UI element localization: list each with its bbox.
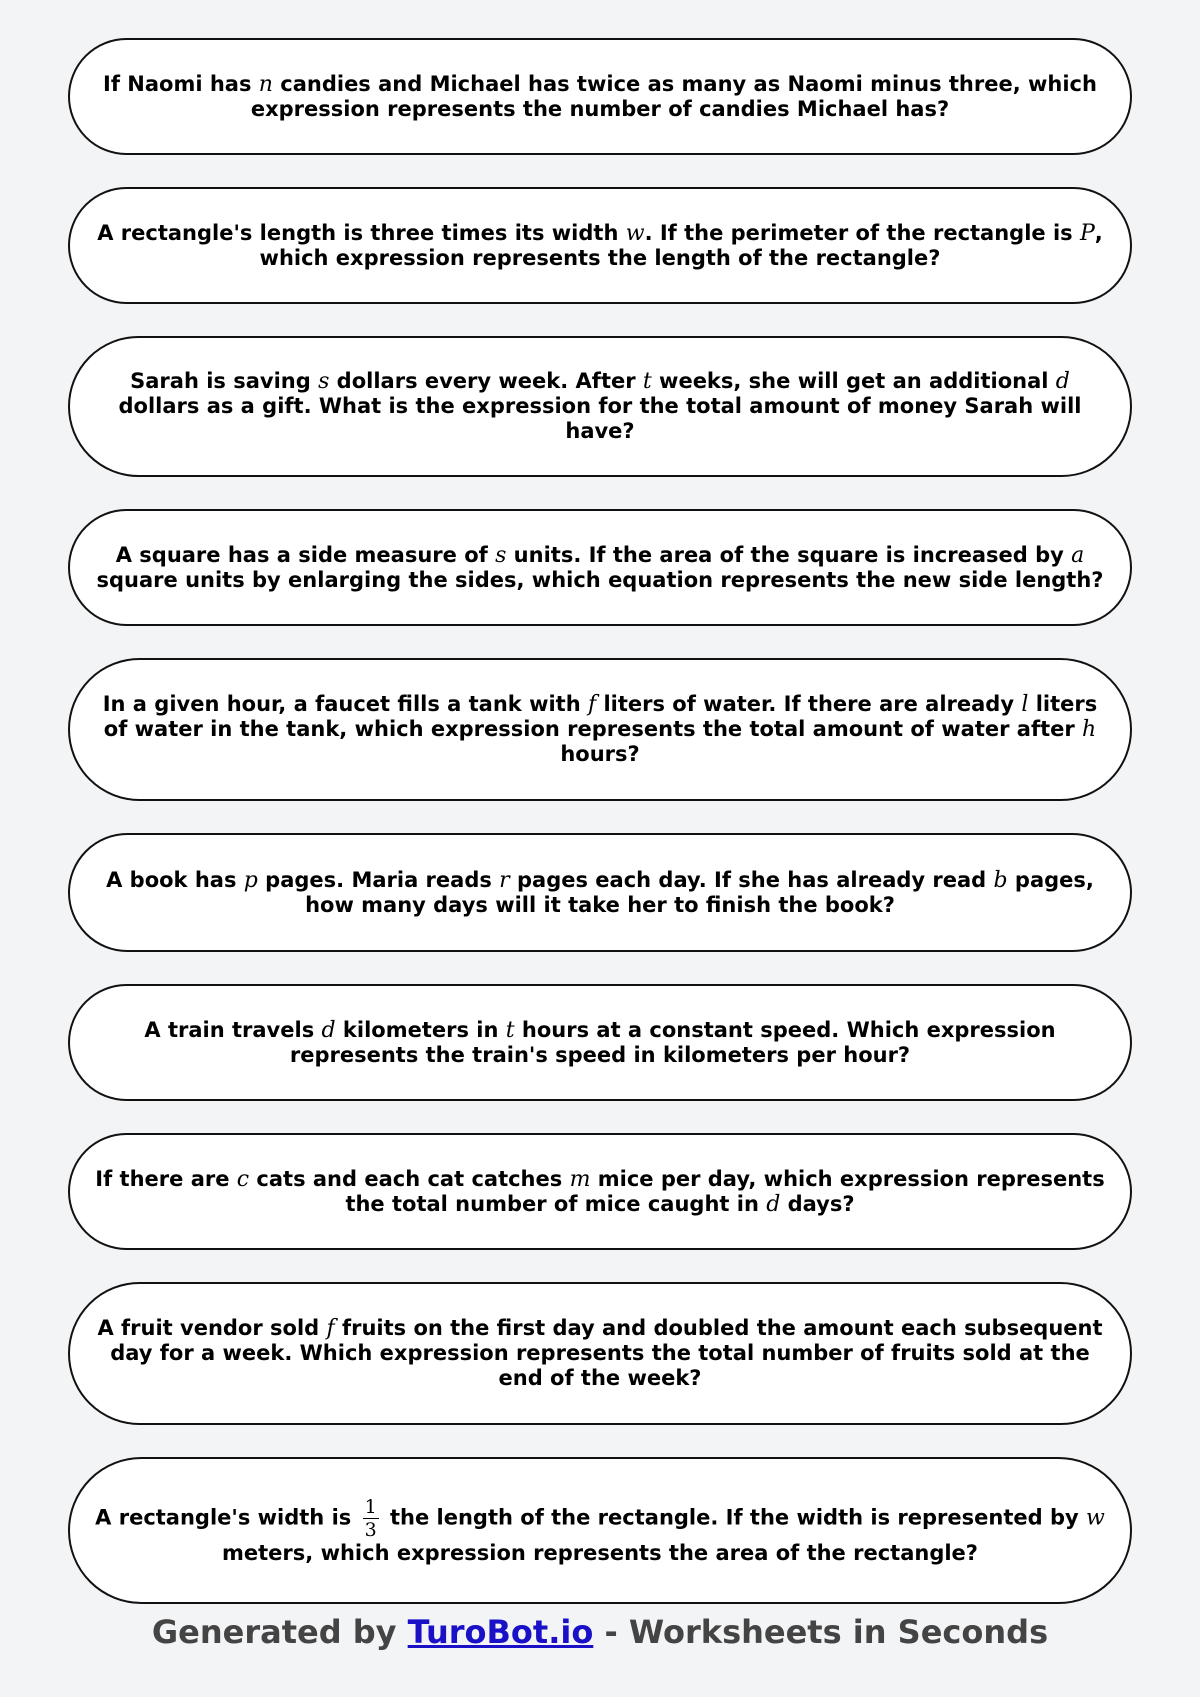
question-fragment: fruits on the first day and doubled the amount each subsequent day for a week. Which expression represents the total number of fruits sold at the end of the week? xyxy=(110,1316,1103,1390)
question-fragment: If Naomi has xyxy=(103,71,259,96)
question-text xyxy=(92,1496,1108,1566)
question-text xyxy=(92,369,1108,444)
math-fraction xyxy=(363,1496,379,1541)
question-fragment: A rectangle's width is xyxy=(95,1505,359,1529)
math-variable: p xyxy=(243,867,258,893)
question-fragment: liters of water. If there are already xyxy=(596,692,1022,716)
footer-suffix: - Worksheets in Seconds xyxy=(593,1613,1049,1651)
question-card xyxy=(68,509,1132,626)
math-variable: P xyxy=(1079,220,1095,246)
footer xyxy=(0,1613,1200,1651)
question-text xyxy=(92,1316,1108,1391)
question-card xyxy=(68,38,1132,155)
question-fragment: mice per day, which expression represents the total number of mice caught in xyxy=(345,1166,1105,1216)
question-text xyxy=(92,1018,1108,1068)
question-fragment: pages each day. If she has already read xyxy=(509,867,994,892)
question-card xyxy=(68,1282,1132,1425)
question-text xyxy=(92,72,1108,122)
math-variable: w xyxy=(625,220,645,246)
question-card xyxy=(68,833,1132,952)
question-fragment: If there are xyxy=(95,1166,237,1191)
question-fragment: dollars as a gift. What is the expression for the total amount of money Sarah will have? xyxy=(118,394,1082,443)
question-fragment: A rectangle's length is three times its width xyxy=(97,220,626,245)
question-fragment: In a given hour, a faucet fills a tank with xyxy=(102,692,588,716)
math-variable: l xyxy=(1021,692,1029,717)
turobot-link[interactable]: TuroBot.io xyxy=(407,1613,594,1651)
math-variable: f xyxy=(326,1316,335,1341)
question-card xyxy=(68,658,1132,801)
question-text xyxy=(92,692,1108,767)
question-fragment: liters of water in the tank, which expression represents the total amount of water after xyxy=(103,692,1098,741)
question-card xyxy=(68,984,1132,1101)
math-variable: t xyxy=(505,1017,515,1043)
question-text xyxy=(92,868,1108,918)
question-fragment: hours at a constant speed. Which expression represents the train's speed in kilometers per hour? xyxy=(289,1017,1056,1067)
question-fragment: hours? xyxy=(560,742,640,766)
question-fragment: meters, which expression represents the area of the rectangle? xyxy=(222,1540,978,1565)
question-fragment: , which expression represents the length of the rectangle? xyxy=(259,220,1103,270)
question-fragment: A train travels xyxy=(144,1017,322,1042)
fraction-denominator: 3 xyxy=(364,1518,377,1541)
math-variable: s xyxy=(495,542,507,568)
question-fragment: cats and each cat catches xyxy=(249,1166,570,1191)
question-fragment: . If the perimeter of the rectangle is xyxy=(644,220,1080,245)
question-fragment: units. If the area of the square is increased by xyxy=(506,542,1072,567)
question-fragment: A fruit vendor sold xyxy=(97,1316,327,1340)
question-fragment: kilometers in xyxy=(335,1017,506,1042)
question-fragment: candies and Michael has twice as many as Naomi minus three, which expression represents the number of candies Michael has? xyxy=(250,71,1097,121)
question-card xyxy=(68,187,1132,304)
question-text xyxy=(92,1167,1108,1217)
math-variable: d xyxy=(321,1017,336,1043)
question-fragment: Sarah is saving xyxy=(130,369,319,393)
question-fragment: A book has xyxy=(106,867,244,892)
math-variable: c xyxy=(236,1166,250,1192)
question-fragment: pages, how many days will it take her to finish the book? xyxy=(305,867,1094,917)
math-variable: d xyxy=(766,1191,781,1217)
worksheet xyxy=(68,38,1132,1604)
math-variable: s xyxy=(318,369,330,394)
question-fragment: days? xyxy=(780,1191,855,1216)
math-variable: b xyxy=(993,867,1008,893)
math-variable: m xyxy=(569,1166,591,1192)
question-text xyxy=(92,543,1108,593)
question-fragment: dollars every week. After xyxy=(329,369,643,393)
question-fragment: square units by enlarging the sides, which equation represents the new side length? xyxy=(96,567,1104,592)
question-card xyxy=(68,1457,1132,1604)
math-variable: f xyxy=(587,692,597,717)
math-variable: h xyxy=(1082,717,1097,742)
math-variable: w xyxy=(1085,1505,1105,1530)
question-fragment: weeks, she will get an additional xyxy=(651,369,1056,393)
math-variable: d xyxy=(1055,369,1070,394)
question-fragment: A square has a side measure of xyxy=(115,542,496,567)
question-fragment: pages. Maria reads xyxy=(257,867,500,892)
math-variable: n xyxy=(258,71,273,97)
math-variable: a xyxy=(1071,542,1085,568)
question-fragment: the length of the rectangle. If the width is represented by xyxy=(382,1505,1086,1529)
question-card xyxy=(68,1133,1132,1250)
math-variable: r xyxy=(499,867,510,893)
footer-prefix: Generated by xyxy=(151,1613,408,1651)
question-text xyxy=(92,221,1108,271)
question-card xyxy=(68,336,1132,477)
math-variable: t xyxy=(642,369,652,394)
fraction-numerator: 1 xyxy=(364,1495,377,1518)
